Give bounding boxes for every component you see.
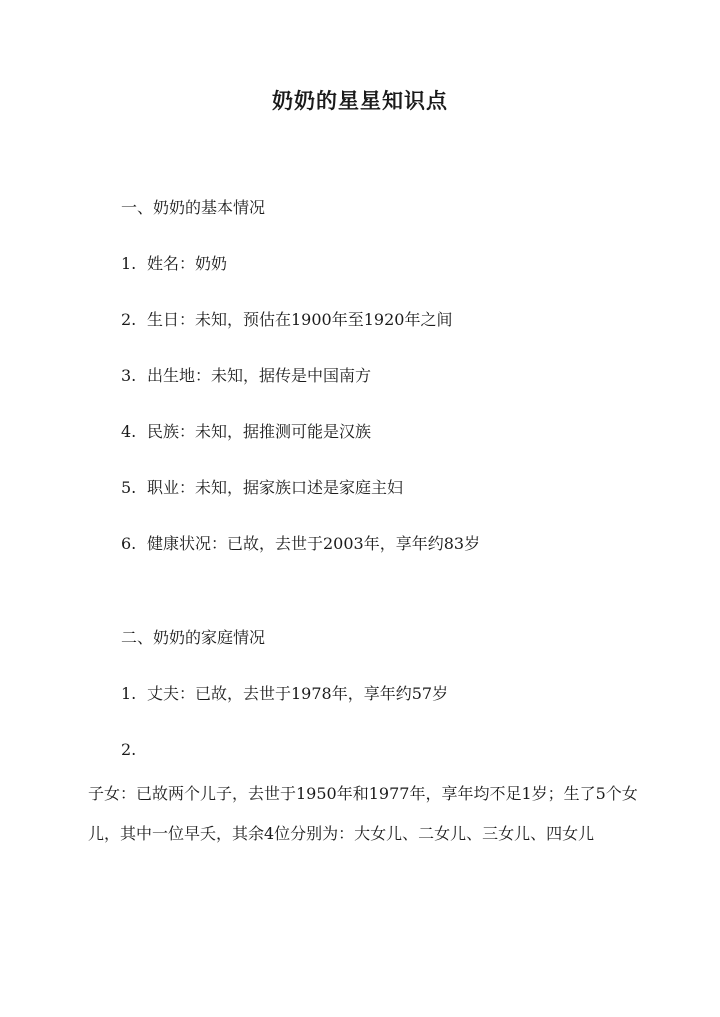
item-number: 2. bbox=[121, 310, 137, 329]
item-text: 民族：未知，据推测可能是汉族 bbox=[147, 422, 372, 441]
item-text: 生日：未知，预估在1900年至1920年之间 bbox=[147, 310, 453, 329]
item-text: 姓名：奶奶 bbox=[147, 254, 228, 273]
item-text: 丈夫：已故，去世于1978年，享年约57岁 bbox=[147, 684, 449, 703]
item-number: 6. bbox=[121, 534, 137, 553]
item-text: 健康状况：已故，去世于2003年，享年约83岁 bbox=[147, 534, 481, 553]
item-number: 2. bbox=[121, 740, 137, 759]
item-number: 1. bbox=[121, 254, 137, 273]
item-text: 职业：未知，据家族口述是家庭主妇 bbox=[147, 478, 404, 497]
list-item bbox=[121, 364, 371, 388]
item-number: 5. bbox=[121, 478, 137, 497]
section-heading-family-info: 二、奶奶的家庭情况 bbox=[121, 628, 266, 647]
list-item bbox=[121, 476, 403, 500]
item-text: 出生地：未知，据传是中国南方 bbox=[147, 366, 372, 385]
document-title: 奶奶的星星知识点 bbox=[272, 88, 448, 113]
list-item bbox=[121, 252, 227, 276]
list-item bbox=[121, 682, 448, 706]
list-item bbox=[121, 420, 371, 444]
list-item bbox=[121, 532, 480, 556]
list-item bbox=[121, 308, 452, 332]
item-number: 3. bbox=[121, 366, 137, 385]
list-item bbox=[121, 738, 147, 762]
children-paragraph: 子女：已故两个儿子，去世于1950年和1977年，享年均不足1岁；生了5个女儿，其中一位早夭，其余4位分别为：大女儿、二女儿、三女儿、四女儿 bbox=[88, 784, 638, 843]
item-number: 1. bbox=[121, 684, 137, 703]
section-heading-basic-info: 一、奶奶的基本情况 bbox=[121, 198, 266, 217]
item-number: 4. bbox=[121, 422, 137, 441]
